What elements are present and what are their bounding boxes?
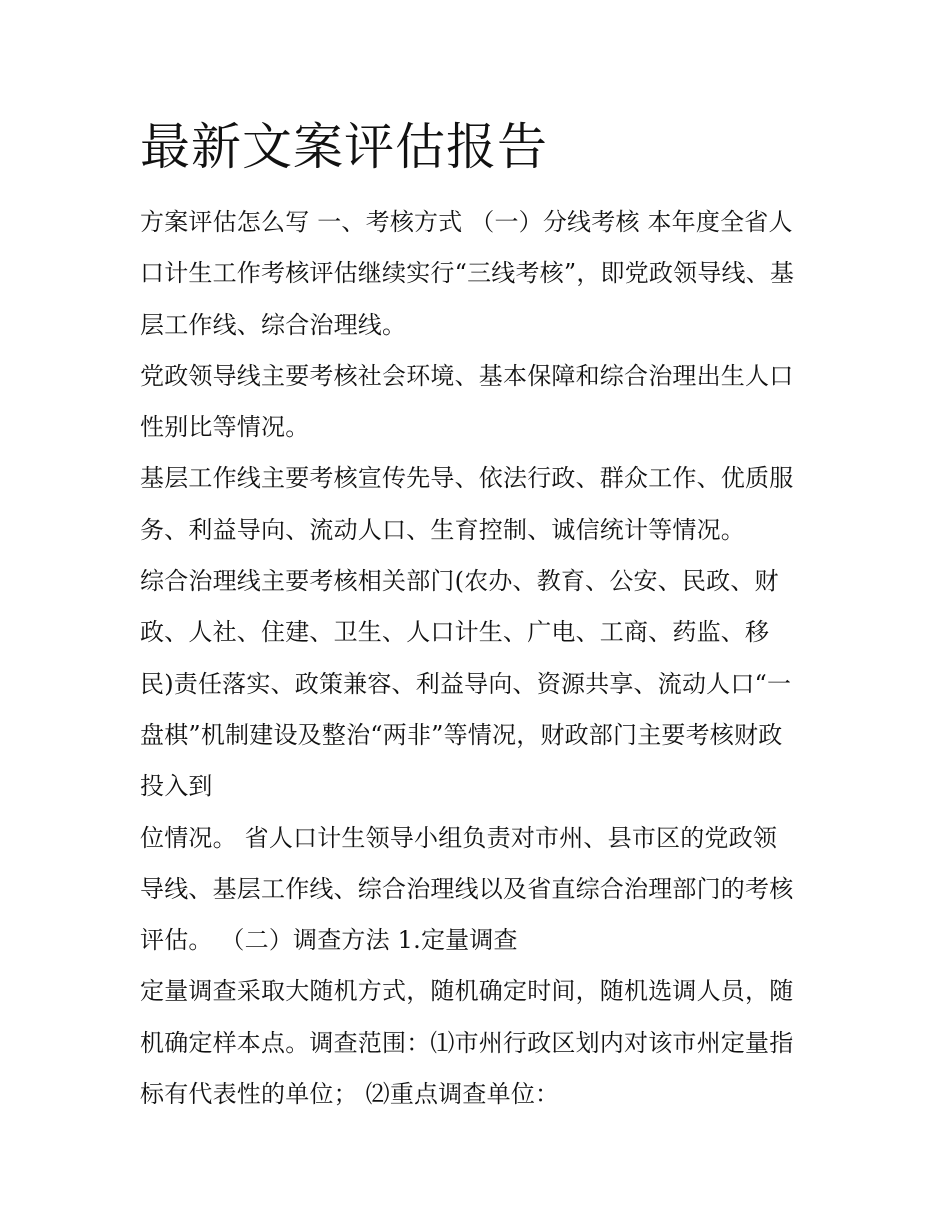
text-line: 评估。 （二）调查方法 1.定量调查	[140, 926, 518, 955]
text-line: 方案评估怎么写 一、考核方式 （一）分线考核 本年度全省人	[140, 208, 793, 236]
text-line: 政、人社、住建、卫生、人口计生、广电、工商、药监、移	[140, 618, 770, 647]
document-body	[140, 197, 820, 1120]
text-line: 机确定样本点。调查范围：⑴市州行政区划内对该市州定量指	[140, 1028, 794, 1057]
text-line: 民)责任落实、政策兼容、利益导向、资源共享、流动人口“一	[140, 669, 792, 698]
text-line: 投入到	[140, 772, 213, 801]
text-line: 基层工作线主要考核宣传先导、依法行政、群众工作、优质服	[140, 464, 794, 493]
text-line: 综合治理线主要考核相关部门(农办、教育、公安、民政、财	[140, 567, 779, 596]
text-line: 位情况。 省人口计生领导小组负责对市州、县市区的党政领	[140, 823, 778, 852]
text-line: 盘棋”机制建设及整治“两非”等情况，财政部门主要考核财政	[140, 720, 783, 749]
text-line: 党政领导线主要考核社会环境、基本保障和综合治理出生人口	[140, 361, 794, 390]
text-line: 层工作线、综合治理线。	[140, 310, 407, 339]
text-line: 性别比等情况。	[140, 413, 310, 442]
text-line: 定量调查采取大随机方式，随机确定时间，随机选调人员，随	[140, 977, 794, 1006]
text-line: 导线、基层工作线、综合治理线以及省直综合治理部门的考核	[140, 874, 794, 903]
page-title: 最新文案评估报告	[140, 118, 548, 176]
text-line: 口计生工作考核评估继续实行“三线考核”，即党政领导线、基	[140, 259, 795, 288]
text-line: 务、利益导向、流动人口、生育控制、诚信统计等情况。	[140, 515, 745, 544]
text-line: 标有代表性的单位； ⑵重点调查单位：	[140, 1080, 560, 1109]
